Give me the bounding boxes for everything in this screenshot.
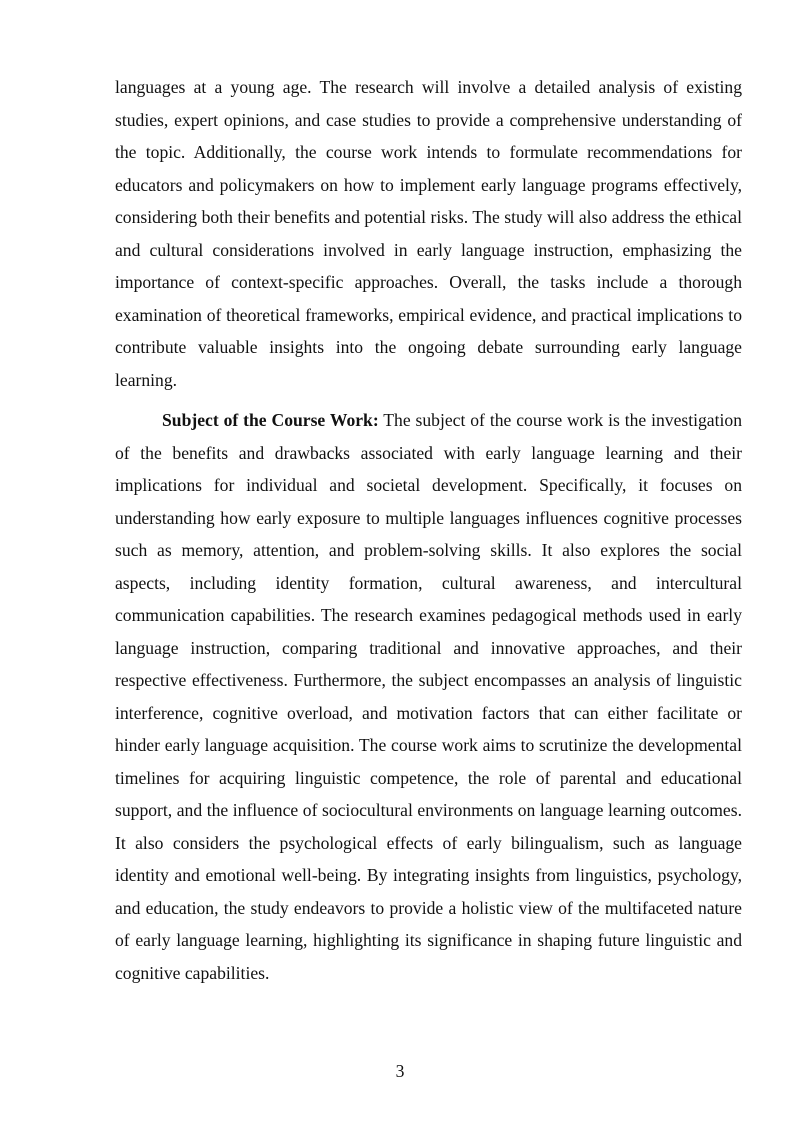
paragraph-1-text: languages at a young age. The research will involve a detailed analysis of existing studies, expert opinions, and case studies to provide a comprehensive understanding of the topic. Additionally, the course work intends to formulate recommendations for educators and policymakers on how to implement early language programs effectively, considering both their benefits and potential risks. The study will also address the ethical and cultural considerations involved in early language instruction, emphasizing the importance of context-specific approaches. Overall, the tasks include a thorough examination of theoretical frameworks, empirical evidence, and practical implications to contribute valuable insights into the ongoing debate surrounding early language learning. [115, 77, 742, 390]
paragraph-2-text [115, 404, 742, 989]
body-paragraph-1 [115, 71, 742, 396]
body-paragraph-2 [115, 404, 742, 989]
subject-heading: Subject of the Course Work: [162, 410, 379, 430]
subject-body-text: The subject of the course work is the investigation of the benefits and drawbacks associated with early language learning and their implications for individual and societal development. Specifically, it focuses on understanding how early exposure to multiple languages influences cognitive processes such as memory, attention, and problem-solving skills. It also explores the social aspects, including identity formation, cultural awareness, and intercultural communication capabilities. The research examines pedagogical methods used in early language instruction, comparing traditional and innovative approaches, and their respective effectiveness. Furthermore, the subject encompasses an analysis of linguistic interference, cognitive overload, and motivation factors that can either facilitate or hinder early language acquisition. The course work aims to scrutinize the developmental timelines for acquiring linguistic competence, the role of parental and educational support, and the influence of sociocultural environments on language learning outcomes. It also considers the psychological effects of early bilingualism, such as language identity and emotional well-being. By integrating insights from linguistics, psychology, and education, the study endeavors to provide a holistic view of the multifaceted nature of early language learning, highlighting its significance in shaping future linguistic and cognitive capabilities. [115, 410, 742, 983]
page-number: 3 [395, 1061, 405, 1081]
